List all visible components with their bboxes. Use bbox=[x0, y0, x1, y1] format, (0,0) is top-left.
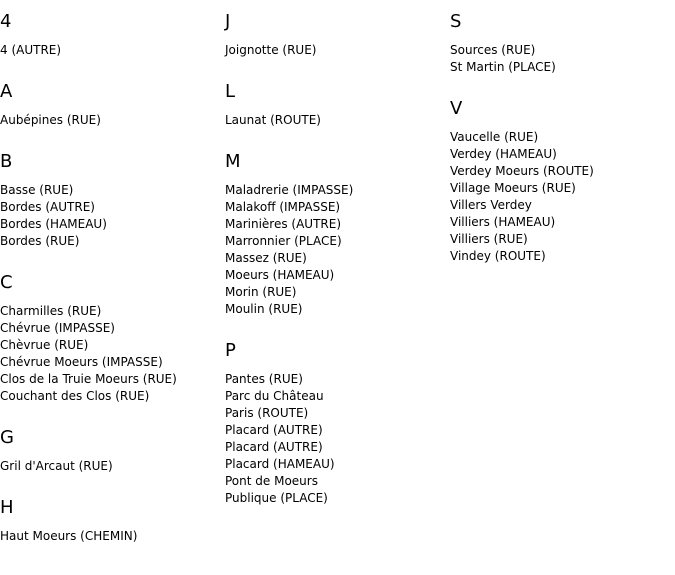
street-item: Pont de Moeurs bbox=[225, 474, 318, 488]
street-item: Maladrerie (IMPASSE) bbox=[225, 183, 354, 197]
letter-heading: J bbox=[225, 11, 231, 32]
letter-heading: S bbox=[450, 11, 462, 32]
letter-heading: G bbox=[0, 427, 14, 448]
street-item: Launat (ROUTE) bbox=[225, 113, 321, 127]
letter-group-c bbox=[0, 273, 225, 405]
letter-group-b bbox=[0, 152, 225, 250]
street-item: Chèvrue (RUE) bbox=[0, 338, 89, 352]
street-item: Villers Verdey bbox=[450, 198, 532, 212]
street-item: Moeurs (HAMEAU) bbox=[225, 268, 335, 282]
street-item: Pantes (RUE) bbox=[225, 372, 303, 386]
street-item: Marronnier (PLACE) bbox=[225, 234, 342, 248]
street-item: Aubépines (RUE) bbox=[0, 113, 101, 127]
column-1 bbox=[0, 0, 225, 568]
street-item: Bordes (RUE) bbox=[0, 234, 80, 248]
street-item: St Martin (PLACE) bbox=[450, 60, 556, 74]
street-item: Parc du Château bbox=[225, 389, 324, 403]
street-item: Villiers (RUE) bbox=[450, 232, 528, 246]
letter-group-h bbox=[0, 498, 225, 545]
street-item: Paris (ROUTE) bbox=[225, 406, 309, 420]
street-item: 4 (AUTRE) bbox=[0, 43, 62, 57]
street-item: Basse (RUE) bbox=[0, 183, 74, 197]
street-item: Verdey (HAMEAU) bbox=[450, 147, 557, 161]
street-item: Chévrue (IMPASSE) bbox=[0, 321, 115, 335]
letter-group-p bbox=[225, 341, 450, 507]
street-item: Vindey (ROUTE) bbox=[450, 249, 546, 263]
street-item: Moulin (RUE) bbox=[225, 302, 303, 316]
letter-heading: 4 bbox=[0, 11, 12, 32]
letter-heading: H bbox=[0, 497, 14, 518]
street-item: Massez (RUE) bbox=[225, 251, 307, 265]
letter-group-v bbox=[450, 99, 675, 265]
letter-heading: L bbox=[225, 81, 236, 102]
letter-heading: V bbox=[450, 98, 463, 119]
street-item: Malakoff (IMPASSE) bbox=[225, 200, 341, 214]
street-item: Bordes (AUTRE) bbox=[0, 200, 95, 214]
street-item: Bordes (HAMEAU) bbox=[0, 217, 107, 231]
street-item: Couchant des Clos (RUE) bbox=[0, 389, 150, 403]
letter-heading: P bbox=[225, 340, 236, 361]
street-item: Vaucelle (RUE) bbox=[450, 130, 539, 144]
street-item: Placard (HAMEAU) bbox=[225, 457, 335, 471]
column-2 bbox=[225, 0, 450, 530]
letter-heading: C bbox=[0, 272, 13, 293]
street-item: Joignotte (RUE) bbox=[225, 43, 317, 57]
street-item: Chévrue Moeurs (IMPASSE) bbox=[0, 355, 163, 369]
street-item: Verdey Moeurs (ROUTE) bbox=[450, 164, 594, 178]
letter-group-4 bbox=[0, 12, 225, 59]
street-item: Morin (RUE) bbox=[225, 285, 297, 299]
letter-heading: M bbox=[225, 151, 241, 172]
letter-group-l bbox=[225, 82, 450, 129]
street-item: Haut Moeurs (CHEMIN) bbox=[0, 529, 138, 543]
street-item: Villiers (HAMEAU) bbox=[450, 215, 556, 229]
street-item: Placard (AUTRE) bbox=[225, 423, 323, 437]
letter-group-g bbox=[0, 428, 225, 475]
street-item: Gril d'Arcaut (RUE) bbox=[0, 459, 113, 473]
street-item: Clos de la Truie Moeurs (RUE) bbox=[0, 372, 177, 386]
column-3 bbox=[450, 0, 675, 288]
street-item: Placard (AUTRE) bbox=[225, 440, 323, 454]
street-item: Sources (RUE) bbox=[450, 43, 536, 57]
street-item: Marinières (AUTRE) bbox=[225, 217, 342, 231]
letter-group-j bbox=[225, 12, 450, 59]
letter-group-s bbox=[450, 12, 675, 76]
street-item: Village Moeurs (RUE) bbox=[450, 181, 576, 195]
letter-heading: B bbox=[0, 151, 13, 172]
letter-heading: A bbox=[0, 81, 13, 102]
street-item: Publique (PLACE) bbox=[225, 491, 328, 505]
letter-group-a bbox=[0, 82, 225, 129]
street-item: Charmilles (RUE) bbox=[0, 304, 102, 318]
letter-group-m bbox=[225, 152, 450, 318]
